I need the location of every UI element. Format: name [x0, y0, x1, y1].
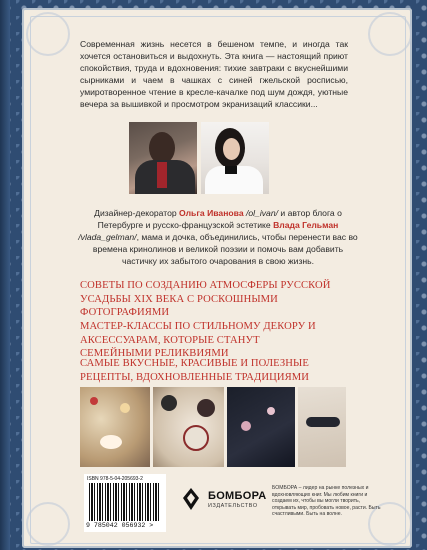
authors-paragraph	[78, 207, 358, 267]
authors-text-2: и автор блога о Петербурге и русско-французской эстетике	[97, 208, 342, 231]
gallery-photo-candles	[80, 387, 150, 467]
intro-paragraph: Современная жизнь несется в бешеном темпе, и иногда так хочется остановиться и выдохнуть. Эта книга — настоящий приют спокойствия, труда и вдохновения: тихие завтраки с вкуснейшими сырниками и чаем в чашках с синей гжельской росписью, умиротворенное чтение в кресле-качалке под шум дождя, уютные вечера за вышивкой и просмотром экранизаций классики...	[80, 39, 348, 110]
gallery-photo-embroidered-fabric	[227, 387, 295, 467]
feature-heading-atmosphere: СОВЕТЫ ПО СОЗДАНИЮ АТМОСФЕРЫ РУССКОЙ УСАДЬБЫ XIX ВЕКА С РОСКОШНЫМИ ФОТОГРАФИЯМИ	[80, 280, 331, 318]
publisher-description: БОМБОРА – лидер на рынке полезных и вдохновляющих книг. Мы любим книги и создаем их, чтобы вы могли творить, открывать мир, пробовать новое, расти. Быть счастливыми. Быть на волне.	[272, 485, 381, 518]
corner-ornament	[368, 12, 412, 56]
feature-heading-recipes: САМЫЕ ВКУСНЫЕ, КРАСИВЫЕ И ПОЛЕЗНЫЕ РЕЦЕПТЫ, ВДОХНОВЛЕННЫЕ ТРАДИЦИЯМИ	[80, 358, 310, 383]
gallery-photo-embroidery	[153, 387, 224, 467]
authors-text-1: Дизайнер-декоратор	[94, 208, 180, 218]
publisher-logo	[178, 486, 278, 516]
barcode	[84, 474, 166, 532]
author-photo-vlada	[201, 122, 269, 194]
author-handle-2: /vlada_gelman/	[78, 232, 137, 243]
publisher-name: БОМБОРА	[208, 490, 267, 502]
gallery-photo-needlework	[298, 387, 346, 467]
feature-heading-masterclasses: МАСТЕР-КЛАССЫ ПО СТИЛЬНОМУ ДЕКОРУ И АКСЕССУАРАМ, КОТОРЫЕ СТАНУТ СЕМЕЙНЫМИ РЕЛИКВИЯМИ	[80, 321, 316, 359]
author-handle-1: /ol_ivan/	[243, 208, 279, 218]
spine-edge	[0, 0, 10, 550]
barcode-number: 9 785042 056932 >	[86, 522, 154, 529]
authors-text-3: , мама и дочка, объединились, чтобы перенести вас во времена кринолинов и великой поэзии и помочь вам добавить частичку их забытого очарования в свою жизнь.	[92, 232, 358, 267]
author-name-1: Ольга Иванова	[179, 208, 244, 218]
isbn-label: ISBN 978-5-04-205693-2	[87, 476, 143, 482]
publisher-subtitle: ИЗДАТЕЛЬСТВО	[208, 503, 258, 509]
barcode-bars	[89, 483, 161, 521]
corner-ornament	[26, 12, 70, 56]
author-name-2: Влада Гельман	[273, 220, 339, 231]
bombora-logo-icon	[178, 486, 204, 512]
author-photo-olga	[129, 122, 197, 194]
corner-ornament	[26, 502, 70, 546]
